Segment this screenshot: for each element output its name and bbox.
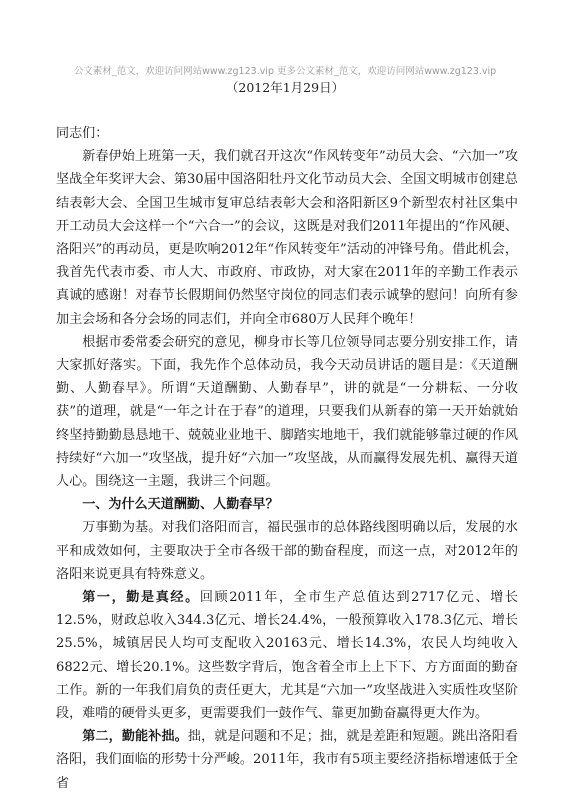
point-1-text: 回顾2011年，全市生产总值达到2717亿元、增长12.5%，财政总收入344.3亿元、增长24.4%，一般预算收入178.3亿元、增长25.5%，城镇居民人均可支配收入20163元、增长14.3%，农民人均纯收入6822元、增长20.1%。这些数字背后，饱含着全市上上下下、方方面面的勤奋工作。新的一年我们肩负的责任更大，尤其是“六加一”攻坚战进入实质性攻坚阶段，难啃的硬骨头更多，更需要我们一鼓作气、靠更加勤奋赢得更大作为。 [56, 590, 518, 722]
paragraph-point-1 [56, 586, 518, 725]
point-1-lead: 第一，勤是真经。 [82, 590, 200, 606]
paragraph-theme: 根据市委常委会研究的意见，柳身市长等几位领导同志要分别安排工作，请大家抓好落实。下面，我先作个总体动员，我今天动员讲话的题目是：《天道酬勤、人勤春早》。所谓“天道酬勤、人勤春早”，讲的就是“一分耕耘、一分收获”的道理，就是“一年之计在于春”的道理，只要我们从新春的第一天开始就始终坚持勤勤恳恳地干、兢兢业业地干、脚踏实地地干，我们就能够靠过硬的作风持续好“六加一”攻坚战，提升好“六加一”攻坚战，从而赢得发展先机、赢得天道人心。围绕这一主题，我讲三个问题。 [56, 334, 518, 490]
paragraph-intro: 万事勤为基。对我们洛阳而言，福民强市的总体路线图明确以后，发展的水平和成效如何，主要取决于全市各级干部的勤奋程度，而这一点，对2012年的洛阳来说更具有特殊意义。 [56, 520, 518, 582]
point-2-lead: 第二，勤能补拙。 [82, 729, 188, 745]
speech-date: （2012年1月29日） [225, 80, 345, 95]
paragraph-point-2 [56, 725, 518, 795]
section-heading-1: 一、为什么天道酬勤、人勤春早？ [82, 497, 279, 513]
paragraph-opening: 新春伊始上班第一天，我们就召开这次“作风转变年”动员大会、“六加一”攻坚战全年奖评大会、第30届中国洛阳牡丹文化节动员大会、全国文明城市创建总结表彰大会、全国卫生城市复审总结表彰大会和洛阳新区9个新型农村社区集中开工动员大会这样一个“六合一”的会议，这既是对我们2011年提出的“作风硬、洛阳兴”的再动员，更是吹响2012年“作风转变年”活动的冲锋号角。借此机会，我首先代表市委、市人大、市政府、市政协，对大家在2011年的辛勤工作表示真诚的感谢！对春节长假期间仍然坚守岗位的同志们表示诚挚的慰问！向所有参加主会场和各分会场的同志们，并向全市680万人民拜个晚年！ [56, 149, 518, 327]
salutation: 同志们： [56, 126, 109, 141]
watermark-header: 公文素材_范文，欢迎访问网站www.zg123.vip 更多公文素材_范文，欢迎访问网站www.zg123.vip [73, 66, 497, 77]
document-body [56, 122, 518, 795]
point-2-text: 拙，就是问题和不足；拙，就是差距和短题。跳出洛阳看洛阳，我们面临的形势十分严峻。2011年，我市有5项主要经济指标增速低于全省 [56, 729, 519, 791]
